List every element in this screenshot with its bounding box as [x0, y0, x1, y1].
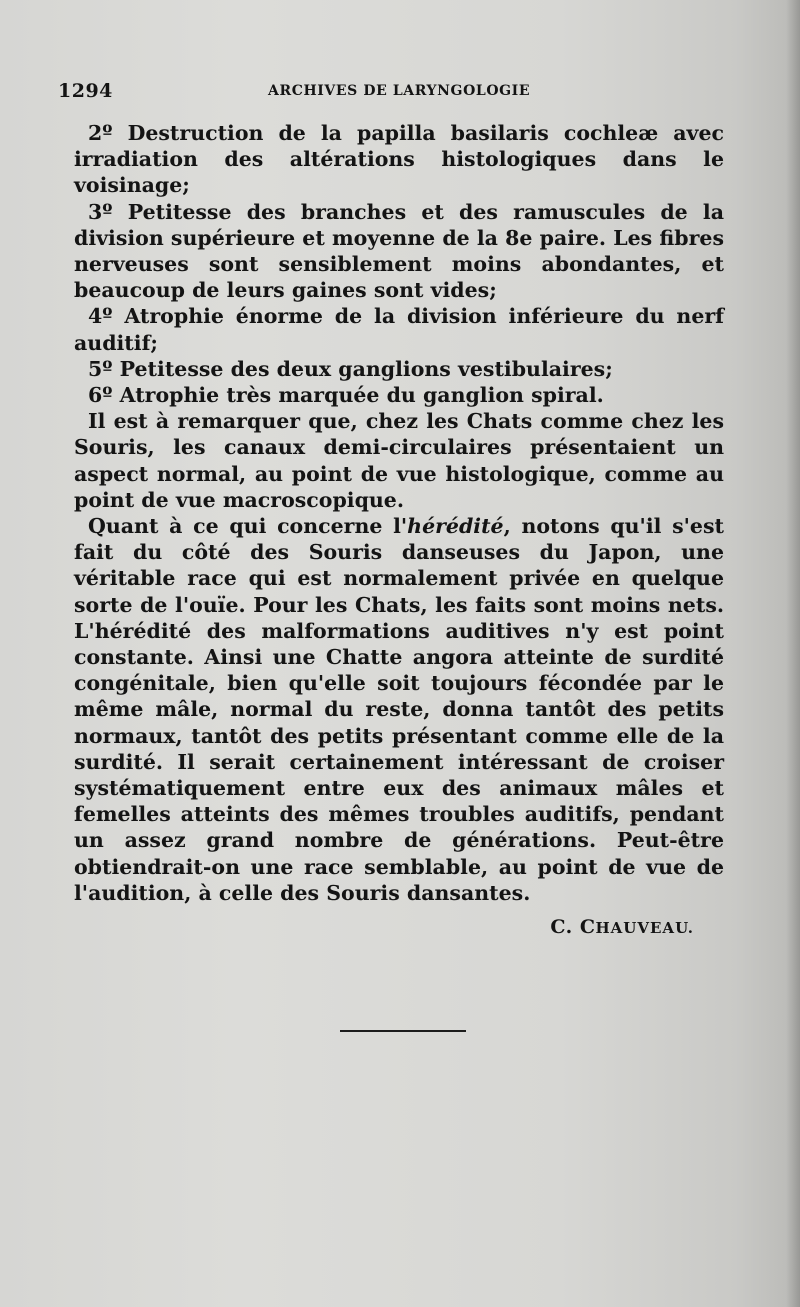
- page-number: 1294: [58, 80, 113, 102]
- page-edge-shadow: [786, 0, 800, 1307]
- list-item-5: 5º Petitesse des deux ganglions vestibulaires;: [88, 356, 613, 381]
- paragraph-heredity: [74, 513, 724, 906]
- body-text: [74, 120, 724, 941]
- signature-initial: C. C: [550, 916, 596, 939]
- list-item-4: 4º Atrophie énorme de la division inférieure du nerf auditif;: [74, 304, 724, 355]
- list-item-2: 2º Destruction de la papilla basilaris cochleæ avec irradiation des altérations histologiques dans le voisinage;: [74, 121, 724, 198]
- list-item-6: 6º Atrophie très marquée du ganglion spiral.: [88, 383, 604, 408]
- paragraph-heredity-rest: , notons qu'il s'est fait du côté des Souris danseuses du Japon, une véritable race qui est normalement privée en quelque sorte de l'ouïe. Pour les Chats, les faits sont moins nets. L'hérédité des malformations auditives n'y est point constante. Ainsi une Chatte angora atteinte de surdité congénitale, bien qu'elle soit toujours fécondée par le même mâle, normal du reste, donna tantôt des petits normaux, tantôt des petits présentant comme elle de la surdité. Il serait certainement intéressant de croiser systématiquement entre eux des animaux mâles et femelles atteints des mêmes troubles auditifs, pendant un assez grand nombre de générations. Peut-être obtiendrait-on une race semblable, au point de vue de l'audition, à celle des Souris dansantes.: [74, 514, 724, 905]
- heredity-italic: hérédité: [407, 514, 504, 539]
- page-header: [58, 80, 728, 104]
- paragraph-canals: Il est à remarquer que, chez les Chats comme chez les Souris, les canaux demi-circulaires présentaient un aspect normal, au point de vue histologique, comme au point de vue macroscopique.: [74, 409, 724, 512]
- running-title: ARCHIVES DE LARYNGOLOGIE: [268, 83, 531, 99]
- author-signature: [74, 914, 724, 941]
- signature-rest: HAUVEAU.: [595, 919, 694, 938]
- list-item-3: 3º Petitesse des branches et des ramuscules de la division supérieure et moyenne de la 8e paire. Les fibres nerveuses sont sensiblement moins abondantes, et beaucoup de leurs gaines sont vides;: [74, 199, 724, 303]
- section-divider-rule: [340, 1030, 466, 1032]
- paragraph-heredity-start: Quant à ce qui concerne l': [88, 514, 408, 539]
